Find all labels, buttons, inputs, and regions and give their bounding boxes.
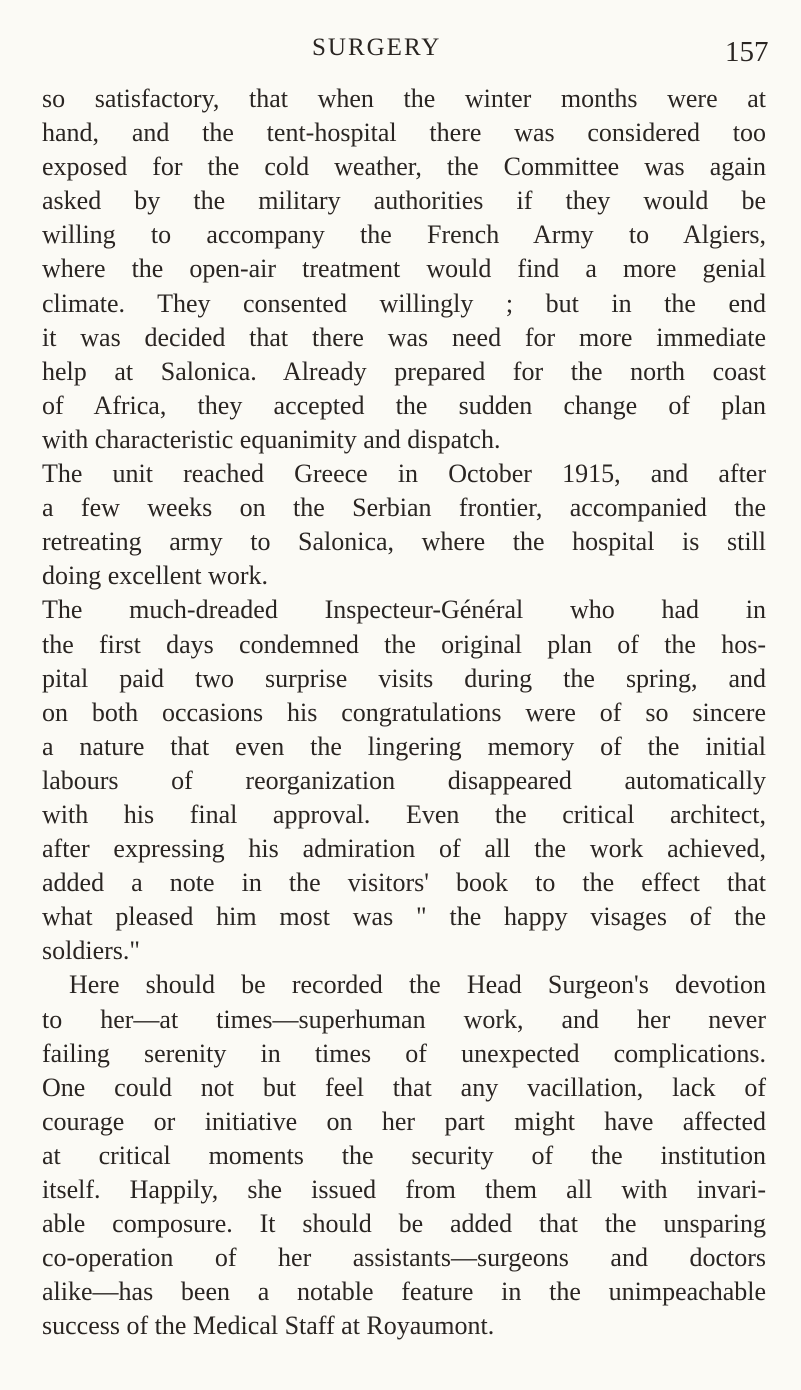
- text-line: alike—has been a notable feature in the unimpeachable: [42, 1277, 766, 1307]
- text-line: what pleased him most was " the happy visages of the: [42, 902, 766, 932]
- text-line: of Africa, they accepted the sudden change of plan: [42, 390, 766, 420]
- text-line: itself. Happily, she issued from them all with invari-: [42, 1175, 766, 1204]
- text-line: after expressing his admiration of all the work achieved,: [42, 834, 766, 864]
- text-line: with his final approval. Even the critical architect,: [42, 799, 766, 829]
- paragraph: [42, 82, 766, 457]
- text-line: hand, and the tent-hospital there was considered too: [42, 118, 766, 148]
- text-line: doing excellent work.: [42, 561, 268, 591]
- text-line: retreating army to Salonica, where the hospital is still: [42, 527, 766, 557]
- paragraph: [42, 593, 766, 968]
- text-line: One could not but feel that any vacillation, lack of: [42, 1072, 766, 1102]
- text-line: the first days condemned the original plan of the hos-: [42, 629, 766, 659]
- text-line: soldiers.": [42, 936, 140, 966]
- text-line: help at Salonica. Already prepared for the north coast: [42, 356, 766, 386]
- text-line: courage or initiative on her part might have affected: [42, 1106, 766, 1136]
- text-line: it was decided that there was need for more immediate: [42, 322, 766, 352]
- text-line: a nature that even the lingering memory of the initial: [42, 731, 766, 761]
- text-line: on both occasions his congratulations were of so sincere: [42, 697, 766, 727]
- page-header: [0, 30, 801, 70]
- text-line: exposed for the cold weather, the Committee was again: [42, 152, 766, 182]
- text-line: asked by the military authorities if they would be: [42, 186, 766, 216]
- running-head: SURGERY: [312, 34, 442, 61]
- text-line: pital paid two surprise visits during the spring, and: [42, 663, 766, 693]
- paragraph: [42, 968, 766, 1343]
- text-line: willing to accompany the French Army to Algiers,: [42, 220, 766, 250]
- body-text: [42, 82, 766, 1343]
- text-line: The unit reached Greece in October 1915, and after: [42, 459, 766, 489]
- text-line: so satisfactory, that when the winter months were at: [42, 84, 766, 113]
- text-line: at critical moments the security of the institution: [42, 1140, 766, 1170]
- text-line: failing serenity in times of unexpected complications.: [42, 1038, 766, 1068]
- text-line: success of the Medical Staff at Royaumont.: [42, 1311, 495, 1341]
- text-line: Here should be recorded the Head Surgeon's devotion: [69, 970, 766, 1000]
- text-line: climate. They consented willingly ; but in the end: [42, 288, 766, 318]
- text-line: where the open-air treatment would find a more genial: [42, 254, 766, 284]
- page-number: 157: [725, 36, 769, 68]
- paragraph: [42, 457, 766, 593]
- text-line: with characteristic equanimity and dispatch.: [42, 424, 501, 454]
- text-line: co-operation of her assistants—surgeons and doctors: [42, 1243, 766, 1273]
- text-line: The much-dreaded Inspecteur-Général who had in: [42, 595, 766, 625]
- text-line: to her—at times—superhuman work, and her never: [42, 1004, 766, 1034]
- text-line: able composure. It should be added that the unsparing: [42, 1209, 766, 1239]
- text-line: added a note in the visitors' book to the effect that: [42, 868, 766, 898]
- text-line: a few weeks on the Serbian frontier, accompanied the: [42, 493, 766, 523]
- text-line: labours of reorganization disappeared automatically: [42, 765, 766, 795]
